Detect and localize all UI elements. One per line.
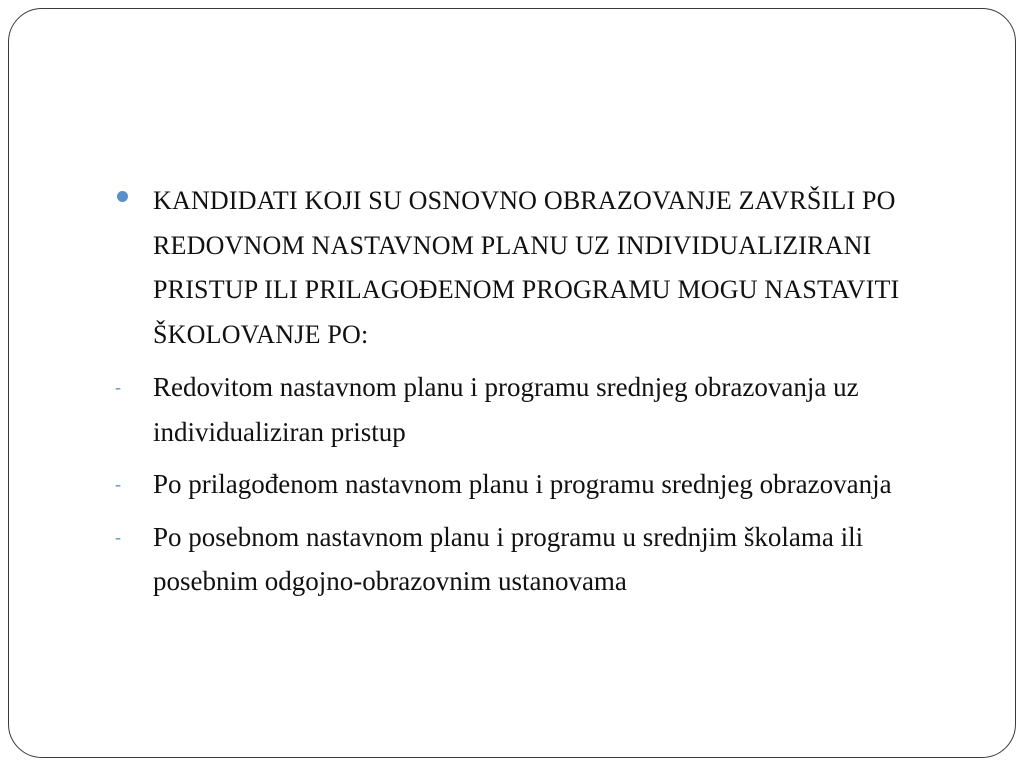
dash-item-text: Po prilagođenom nastavnom planu i programu srednjeg obrazovanja (153, 469, 892, 499)
dash-item-text: Redovitom nastavnom planu i programu srednjeg obrazovanja uz individualiziran pristup (153, 372, 859, 447)
slide-frame (8, 8, 1016, 758)
bullet-dot-icon (117, 191, 128, 202)
dash-item-redovitom (115, 365, 915, 454)
dash-item-text: Po posebnom nastavnom planu i programu u srednjim školama ili posebnim odgojno-obrazovnim ustanovama (153, 521, 864, 596)
slide-content (115, 179, 915, 612)
dash-marker (115, 515, 145, 560)
dash-marker (115, 365, 145, 410)
dash-marker (115, 462, 145, 507)
dash-icon: - (115, 526, 121, 547)
dash-item-posebnom (115, 515, 915, 604)
bullet-item-intro (115, 179, 915, 357)
bullet-text: KANDIDATI KOJI SU OSNOVNO OBRAZOVANJE ZAVRŠILI PO REDOVNOM NASTAVNOM PLANU UZ INDIVIDUALIZIRANI PRISTUP ILI PRILAGOĐENOM PROGRAMU MOGU NASTAVITI ŠKOLOVANJE PO: (153, 186, 900, 349)
dash-icon: - (115, 377, 121, 397)
dash-icon: - (115, 474, 121, 494)
bullet-marker (115, 179, 145, 224)
dash-item-prilagodenom (115, 462, 915, 507)
